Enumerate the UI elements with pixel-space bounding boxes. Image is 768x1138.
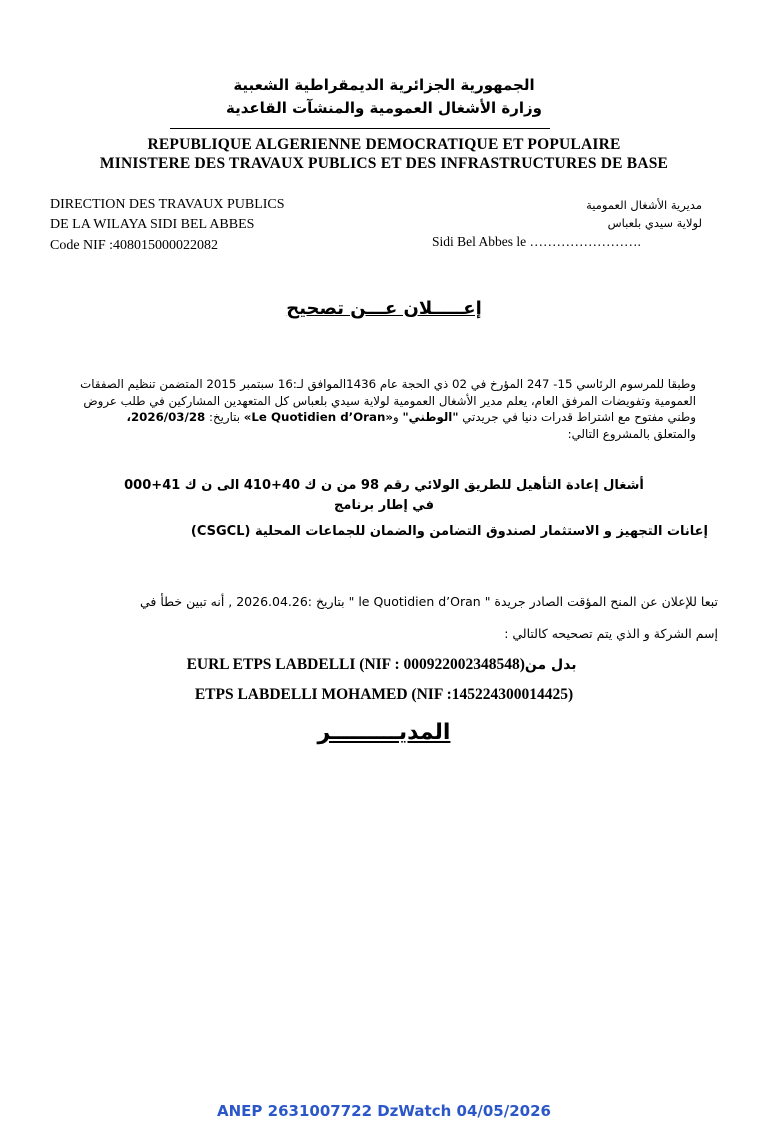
project-line1: أشغال إعادة التأهيل للطريق الولائي رقم 98 من ن ك 40+410 الى ن ك 41+000 (124, 478, 644, 493)
company-old-name: EURL ETPS LABDELLI (NIF : 000922002348548) بدل من (186, 656, 582, 673)
para-line2: العمومية وتفويضات المرفق العام، يعلم مدير الأشغال العمومية لولاية سيدي بلعباس كل المتعهدين المشاركين في طلب عروض (83, 393, 696, 408)
publication-date: 2026/03/28، (126, 410, 206, 424)
direction-fr-line1: DIRECTION DES TRAVAUX PUBLICS (50, 197, 285, 212)
document-title (0, 298, 768, 319)
direction-ar-line1: مديرية الأشغال العمومية (586, 198, 702, 212)
para-line1: وطبقا للمرسوم الرئاسي 15- 247 المؤرخ في 02 ذي الحجة عام 1436الموافق لـ:16 سبتمبر 2015 المتضمن تنظيم الصفقات (80, 377, 696, 391)
instead-of-label: بدل من (524, 657, 582, 673)
project-line3: إعانات التجهيز و الاستثمار لصندوق التضامن والضمان للجماعات المحلية (CSGCL) (190, 524, 708, 539)
date-line: Sidi Bel Abbes le ……………………. (432, 234, 641, 249)
project-line2: في إطار برنامج (334, 498, 434, 513)
para-line3: وطني مفتوح مع اشتراط قدرات دنيا في جريدتي "الوطني" و«Le Quotidien d’Oran» بتاريخ: 2026/03/28، (126, 410, 696, 424)
header-ar-republic: الجمهورية الجزائرية الديمقراطية الشعبية (233, 76, 535, 94)
document-title-text: إعـــــلان عـــن تصحيح (286, 298, 482, 319)
header-ar-ministry: وزارة الأشغال العمومية والمنشآت القاعدية (226, 99, 542, 117)
director-signature (0, 720, 768, 745)
header-divider (170, 128, 550, 129)
footer-reference: ANEP 2631007722 DzWatch 04/05/2026 (217, 1102, 551, 1120)
nif-code: Code NIF :408015000022082 (50, 238, 218, 253)
header-fr-republic: REPUBLIQUE ALGERIENNE DEMOCRATIQUE ET POPULAIRE (147, 136, 621, 153)
direction-ar-line2: لولاية سيدي بلعباس (607, 216, 702, 230)
para-line4: والمتعلق بالمشروع التالي: (567, 426, 696, 441)
direction-fr-line2: DE LA WILAYA SIDI BEL ABBES (50, 217, 255, 232)
newspaper-quotidien: «Le Quotidien d’Oran» (243, 410, 393, 424)
decree-paragraph (56, 376, 696, 442)
notice-line1: تبعا للإعلان عن المنح المؤقت الصادر جريدة " le Quotidien d’Oran " بتاريخ :2026.04.26 , أنه تبين خطأ في (140, 594, 718, 609)
newspaper-elwatani: "الوطني" (402, 410, 459, 424)
company-new-name: ETPS LABDELLI MOHAMED (NIF :145224300014425) (194, 686, 574, 703)
director-signature-text: المديـــــــــر (317, 720, 451, 745)
notice-line2: إسم الشركة و الذي يتم تصحيحه كالتالي : (504, 626, 718, 641)
header-fr-ministry: MINISTERE DES TRAVAUX PUBLICS ET DES INFRASTRUCTURES DE BASE (99, 155, 669, 172)
